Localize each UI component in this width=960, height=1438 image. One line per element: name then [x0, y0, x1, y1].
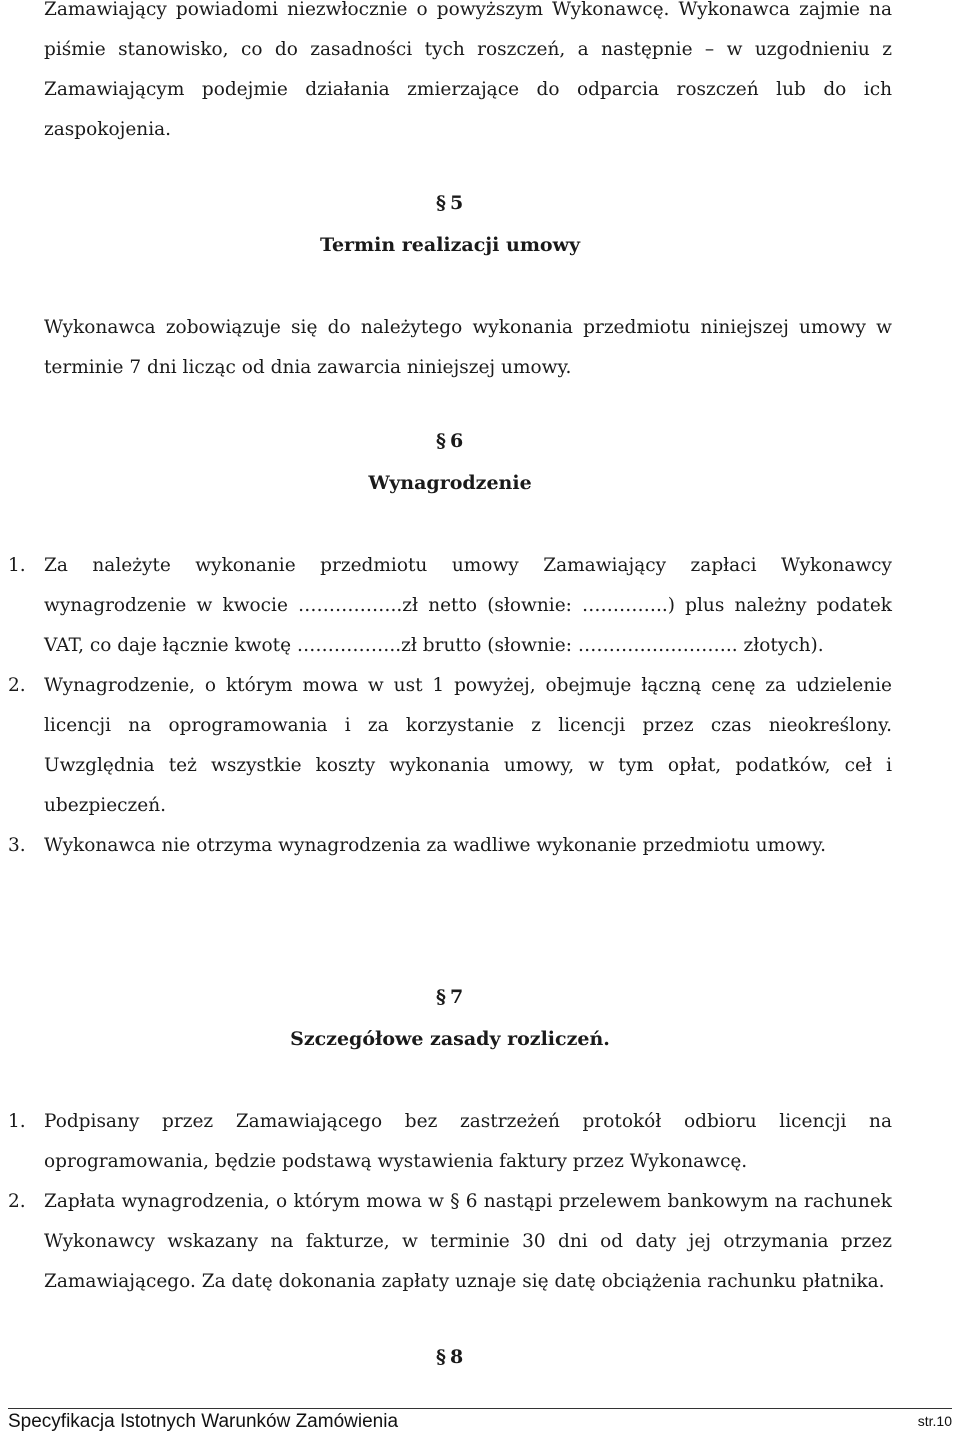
list-item: 2. Wynagrodzenie, o którym mowa w ust 1 powyżej, obejmuje łączną cenę za udzielenie licencji na oprogramowania i za korzystanie z licencji przez czas nieokreślony. Uwzględnia też wszystkie koszty wykonania umowy, w tym opłat, podatków, ceł i ubezpieczeń. — [8, 675, 892, 816]
section-5-number: § 5 — [436, 192, 464, 214]
section-7-title: Szczegółowe zasady rozliczeń. — [290, 1028, 610, 1050]
section-6-title: Wynagrodzenie — [368, 472, 532, 494]
footer-title: Specyfikacja Istotnych Warunków Zamówienia — [8, 1411, 399, 1432]
intro-paragraph: Zamawiający powiadomi niezwłocznie o powyższym Wykonawcę. Wykonawca zajmie na piśmie stanowisko, co do zasadności tych roszczeń, a następnie – w uzgodnieniu z Zamawiającym podejmie działania zmierzające do odparcia roszczeń lub do ich zaspokojenia. — [44, 0, 892, 140]
section-symbol: § — [436, 986, 446, 1008]
section-6-number: § 6 — [436, 430, 464, 452]
section-5-paragraph: Wykonawca zobowiązuje się do należytego wykonania przedmiotu niniejszej umowy w terminie 7 dni licząc od dnia zawarcia niniejszej umowy. — [44, 317, 892, 378]
list-item: 1. Za należyte wykonanie przedmiotu umowy Zamawiający zapłaci Wykonawcy wynagrodzenie w kwocie ……………..zł netto (słownie: …………..) plus należny podatek VAT, co daje łącznie kwotę ……………..zł brutto (słownie: …………………….. złotych). — [8, 555, 892, 656]
section-symbol: § — [436, 1346, 446, 1368]
section-symbol: § — [436, 192, 446, 214]
page-number: str.10 — [917, 1413, 952, 1429]
list-item: 2. Zapłata wynagrodzenia, o którym mowa w § 6 nastąpi przelewem bankowym na rachunek Wykonawcy wskazany na fakturze, w terminie 30 dni od daty jej otrzymania przez Zamawiającego. Za datę dokonania zapłaty uznaje się datę obciążenia rachunku płatnika. — [8, 1191, 892, 1292]
section-6-list — [8, 546, 892, 866]
section-symbol: § — [436, 430, 446, 452]
section-7-list — [8, 1102, 892, 1302]
section-7-number: § 7 — [436, 986, 464, 1008]
page-footer — [8, 1408, 952, 1432]
list-item: 1. Podpisany przez Zamawiającego bez zastrzeżeń protokół odbioru licencji na oprogramowania, będzie podstawą wystawienia faktury przez Wykonawcę. — [8, 1111, 892, 1172]
list-item: 3. Wykonawca nie otrzyma wynagrodzenia za wadliwe wykonanie przedmiotu umowy. — [8, 835, 826, 856]
section-5-title: Termin realizacji umowy — [319, 234, 581, 256]
section-8-number: § 8 — [436, 1346, 464, 1368]
